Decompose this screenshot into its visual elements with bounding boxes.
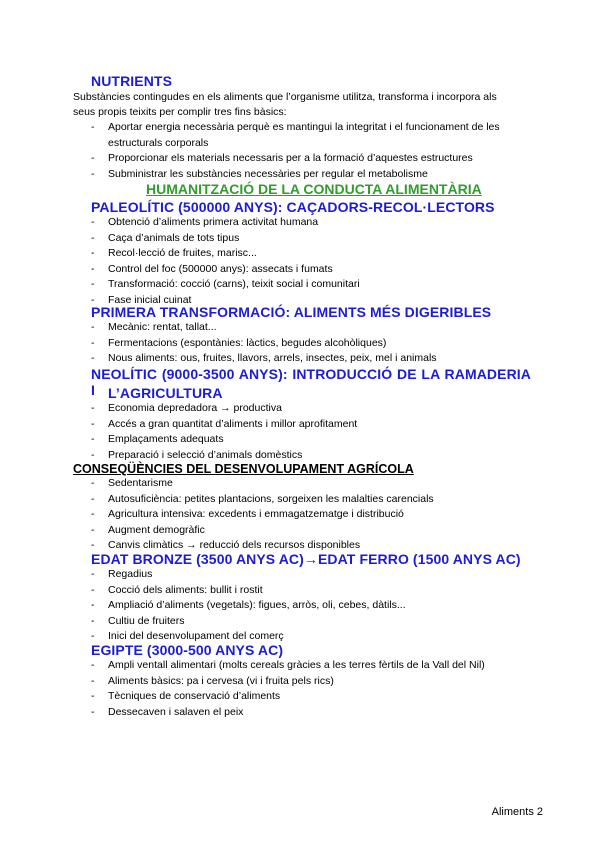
list-item: - Autosuficiència: petites plantacions, sorgeixen les malalties carencials — [91, 492, 531, 508]
list-item: - Accés a gran quantitat d’aliments i millor aprofitament — [91, 417, 531, 433]
list-item: - Emplaçaments adequats — [91, 432, 531, 448]
edat-heading: EDAT BRONZE (3500 ANYS AC)→EDAT FERRO (1500 ANYS AC) — [91, 551, 521, 567]
list-item: - Mecànic: rentat, tallat... — [91, 320, 531, 336]
nutrients-heading: NUTRIENTS — [91, 73, 173, 89]
neolitic-heading-line2: L’AGRICULTURA — [108, 385, 223, 401]
list-item: - Caça d’animals de tots tipus — [91, 231, 531, 247]
list-item: - Inici del desenvolupament del comerç — [91, 629, 531, 645]
list-item: - Regadius — [91, 567, 531, 583]
list-item: - Nous aliments: ous, fruites, llavors, arrels, insectes, peix, mel i animals — [91, 351, 531, 367]
edat-list — [91, 567, 531, 645]
primera-transformacio-heading: PRIMERA TRANSFORMACIÓ: ALIMENTS MÉS DIGERIBLES — [91, 304, 492, 320]
list-item: - Cultiu de fruiters — [91, 614, 531, 630]
list-item: - Proporcionar els materials necessaris per a la formació d’aquestes estructures — [91, 151, 531, 167]
primera-transformacio-list — [91, 320, 531, 367]
list-item: - Canvis climàtics → reducció dels recursos disponibles — [91, 538, 531, 554]
list-item: - Cocció dels aliments: bullit i rostit — [91, 583, 531, 599]
list-item: - Agricultura intensiva: excedents i emmagatzematge i distribució — [91, 507, 531, 523]
egipte-list — [91, 658, 536, 720]
list-item: - Ampliació d’aliments (vegetals): figues, arròs, oli, cebes, dàtils... — [91, 598, 531, 614]
paleolitic-list — [91, 215, 531, 308]
list-item: - Obtenció d’aliments primera activitat humana — [91, 215, 531, 231]
list-item: - Fase inicial cuinat — [91, 293, 531, 309]
list-item: - Subministrar les substàncies necessàries per regular el metabolisme — [91, 167, 531, 183]
nutrients-list — [91, 120, 531, 182]
list-item: - Dessecaven i salaven el peix — [91, 705, 536, 721]
nutrients-intro — [73, 90, 543, 120]
list-item: - Augment demogràfic — [91, 523, 531, 539]
egipte-heading: EGIPTE (3000-500 ANYS AC) — [91, 642, 284, 658]
list-item: - Transformació: cocció (carns), teixit social i comunitari — [91, 277, 531, 293]
list-item: - Fermentacions (espontànies: làctics, begudes alcohòliques) — [91, 336, 531, 352]
page-footer: Aliments 2 — [491, 806, 543, 818]
consequencies-list — [91, 476, 531, 554]
neolitic-list — [91, 401, 531, 463]
consequencies-heading: CONSEQÜÈNCIES DEL DESENVOLUPAMENT AGRÍCOLA — [73, 462, 414, 476]
list-item: - Aportar energia necessària perquè es mantingui la integritat i el funcionament de les estructurals corporals — [91, 120, 531, 151]
list-item: - Aliments bàsics: pa i cervesa (vi i fruita pels rics) — [91, 674, 536, 690]
list-item: - Control del foc (500000 anys): assecats i fumats — [91, 262, 531, 278]
list-item: - Economia depredadora → productiva — [91, 401, 531, 417]
nutrients-intro-line2: seus propis teixits per complir tres fins bàsics: — [73, 106, 287, 118]
list-item: - Sedentarisme — [91, 476, 531, 492]
list-item: - Ampli ventall alimentari (molts cereals gràcies a les terres fèrtils de la Vall del Nil) — [91, 658, 536, 674]
nutrients-intro-line1: Substàncies contingudes en els aliments que l’organisme utilitza, transforma i incorpora als — [73, 91, 497, 103]
list-item: - Recol·lecció de fruites, marisc... — [91, 246, 531, 262]
list-item: - Preparació i selecció d’animals domèstics — [91, 448, 531, 464]
paleolitic-heading: PALEOLÍTIC (500000 ANYS): CAÇADORS-RECOL·LECTORS — [91, 199, 495, 215]
main-title: HUMANITZACIÓ DE LA CONDUCTA ALIMENTÀRIA — [146, 181, 482, 197]
neolitic-heading-line1: NEOLÍTIC (9000-3500 ANYS): INTRODUCCIÓ DE LA RAMADERIA I — [91, 366, 531, 398]
list-item: - Tècniques de conservació d’aliments — [91, 689, 536, 705]
